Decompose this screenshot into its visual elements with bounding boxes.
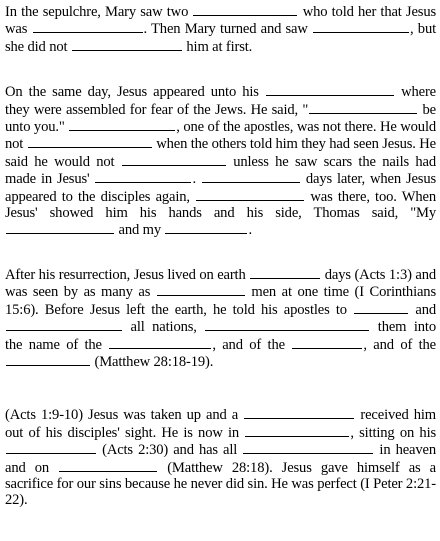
fill-in-blank[interactable] bbox=[202, 170, 300, 183]
paragraph-text: , but she did not bbox=[5, 21, 436, 55]
fill-in-blank[interactable] bbox=[6, 353, 90, 366]
fill-in-blank[interactable] bbox=[157, 283, 245, 296]
fill-in-blank[interactable] bbox=[69, 118, 175, 131]
paragraph-text: be unto you." bbox=[5, 101, 436, 136]
fill-in-blank[interactable] bbox=[165, 221, 247, 234]
fill-in-blank[interactable] bbox=[28, 135, 152, 148]
paragraph-text: days later, when Jesus appeared to the disciples again, bbox=[5, 171, 437, 205]
fill-in-blank[interactable] bbox=[250, 266, 320, 279]
fill-in-blank[interactable] bbox=[6, 441, 96, 454]
paragraph-text: in heaven and on bbox=[5, 442, 436, 476]
paragraph-text: received him out of his disciples' sight. He is now in bbox=[5, 407, 437, 441]
fill-in-blank[interactable] bbox=[313, 20, 409, 33]
fill-in-blank[interactable] bbox=[245, 424, 349, 437]
paragraph-text: , and of the bbox=[363, 336, 436, 353]
fill-in-blank[interactable] bbox=[309, 101, 417, 114]
fill-in-blank[interactable] bbox=[122, 153, 226, 166]
fill-in-blank[interactable] bbox=[205, 318, 369, 331]
paragraph-sepulchre bbox=[5, 3, 436, 55]
fill-in-blank[interactable] bbox=[266, 83, 394, 96]
paragraph-text: and bbox=[409, 301, 436, 318]
paragraph-text: all nations, bbox=[123, 319, 205, 336]
paragraph-text: . Then Mary turned and saw bbox=[143, 21, 313, 38]
fill-in-blank[interactable] bbox=[354, 301, 408, 314]
fill-in-blank[interactable] bbox=[243, 441, 373, 454]
fill-in-blank[interactable] bbox=[33, 20, 143, 33]
paragraph-text: After his resurrection, Jesus lived on earth bbox=[5, 266, 250, 283]
paragraph-text: was there, too. When Jesus' showed him his hands and his side, Thomas said, "My bbox=[5, 188, 436, 222]
paragraph-text: when the others told him they had seen Jesus. He said he would not bbox=[5, 136, 436, 170]
fill-in-blank[interactable] bbox=[292, 336, 362, 349]
paragraph-text: . bbox=[192, 171, 201, 188]
fill-in-blank[interactable] bbox=[193, 3, 297, 16]
paragraph-text: , one of the apostles, was not there. He would not bbox=[5, 119, 436, 153]
fill-in-blank[interactable] bbox=[109, 336, 211, 349]
fill-in-blank[interactable] bbox=[59, 459, 157, 472]
paragraph-text: . bbox=[248, 222, 252, 239]
paragraph-same-day bbox=[5, 83, 436, 239]
paragraph-text: , and of the bbox=[212, 336, 292, 353]
fill-in-blank[interactable] bbox=[244, 406, 354, 419]
fill-in-blank[interactable] bbox=[72, 38, 182, 51]
paragraph-text: where they were assembled for fear of the Jews. He said, " bbox=[5, 84, 436, 118]
fill-in-blank[interactable] bbox=[95, 170, 191, 183]
paragraph-text: (Acts 2:30) and has all bbox=[97, 442, 243, 459]
paragraph-text: them into the name of the bbox=[5, 319, 436, 353]
paragraph-text: him at first. bbox=[182, 38, 253, 55]
fill-in-blank[interactable] bbox=[6, 318, 122, 331]
paragraph-text: days (Acts 1:3) and was seen by as many as bbox=[5, 266, 436, 301]
paragraph-text: (Matthew 28:18-19). bbox=[91, 353, 214, 370]
paragraph-text: On the same day, Jesus appeared unto his bbox=[5, 84, 265, 101]
paragraph-text: who told her that Jesus was bbox=[5, 4, 436, 38]
paragraph-text: (Acts 1:9-10) Jesus was taken up and a bbox=[5, 407, 244, 424]
paragraph-resurrection bbox=[5, 266, 436, 370]
paragraph-text: men at one time (I Corinthians 15:6). Before Jesus left the earth, he told his apostles to bbox=[5, 284, 436, 318]
paragraph-text: unless he saw scars the nails had made in Jesus' bbox=[5, 153, 437, 188]
fill-in-blank[interactable] bbox=[196, 188, 304, 201]
paragraph-ascension bbox=[5, 406, 436, 508]
fill-in-blank[interactable] bbox=[6, 221, 114, 234]
paragraph-text: and my bbox=[115, 222, 165, 239]
paragraph-text: (Matthew 28:18). Jesus gave himself as a sacrifice for our sins because he never did sin. He was perfect (I Peter 2:21-22). bbox=[5, 459, 436, 509]
paragraph-text: , sitting on his bbox=[350, 424, 437, 441]
paragraph-text: In the sepulchre, Mary saw two bbox=[5, 4, 193, 20]
